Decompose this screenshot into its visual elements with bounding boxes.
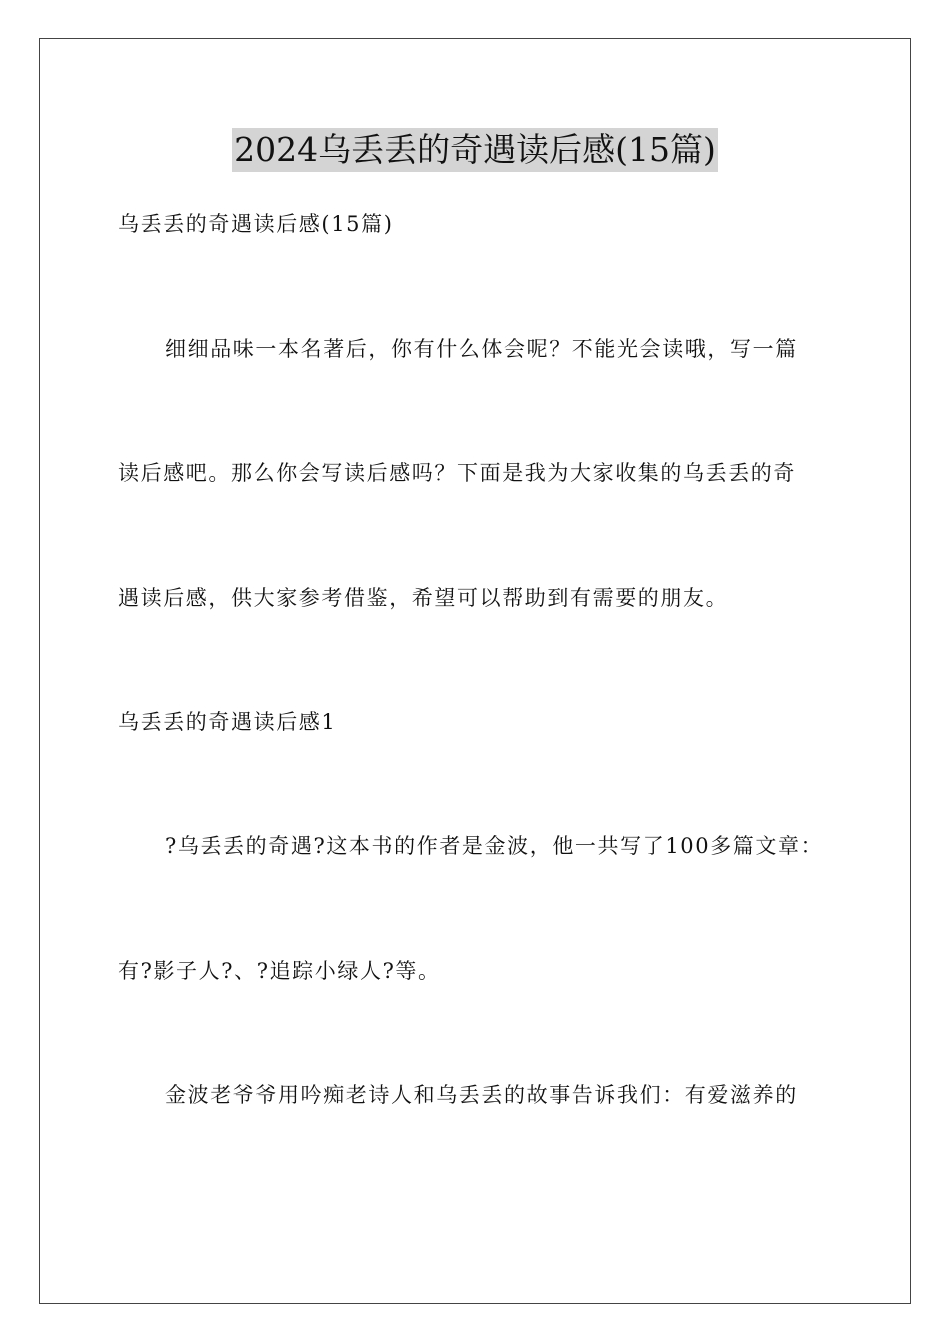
paragraph-2-line-1: 金波老爷爷用吟痴老诗人和乌丢丢的故事告诉我们：有爱滋养的: [165, 1083, 798, 1107]
intro-line-3: 遇读后感，供大家参考借鉴，希望可以帮助到有需要的朋友。: [118, 586, 729, 610]
document-subtitle: 乌丢丢的奇遇读后感(15篇): [118, 212, 394, 236]
section-heading: 乌丢丢的奇遇读后感1: [118, 710, 337, 734]
document-title-container: [0, 128, 950, 172]
intro-line-1: 细细品味一本名著后，你有什么体会呢？不能光会读哦，写一篇: [165, 337, 798, 361]
paragraph-1-line-1: ?乌丢丢的奇遇?这本书的作者是金波，他一共写了100多篇文章：: [165, 834, 824, 858]
paragraph-1-line-2: 有?影子人?、?追踪小绿人?等。: [118, 959, 441, 983]
intro-line-2: 读后感吧。那么你会写读后感吗？下面是我为大家收集的乌丢丢的奇: [118, 461, 796, 485]
document-title: 2024乌丢丢的奇遇读后感(15篇): [232, 128, 718, 172]
